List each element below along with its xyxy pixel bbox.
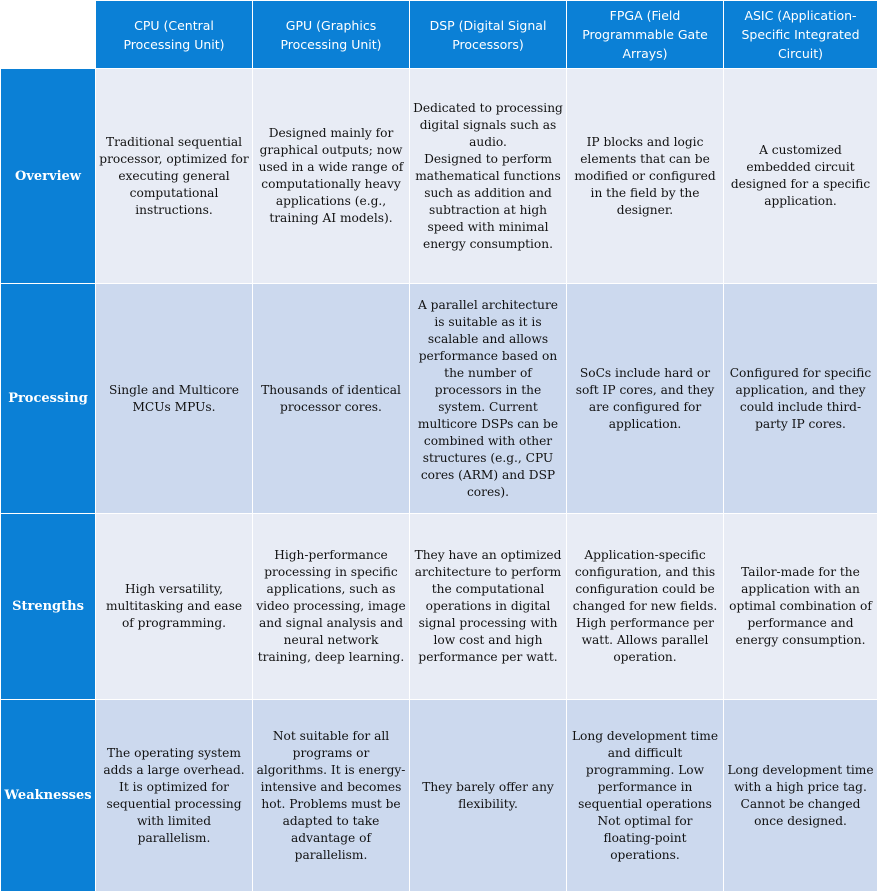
- table-row-processing: [1, 284, 877, 514]
- table-cell: A customized embedded circuit designed for a specific application.: [724, 69, 877, 284]
- table-cell: High versatility, multitasking and ease of programming.: [96, 514, 253, 700]
- table-cell: Designed mainly for graphical outputs; now used in a wide range of computationally heavy applications (e.g., training AI models).: [253, 69, 410, 284]
- table-row-weaknesses: [1, 700, 877, 892]
- row-header-weaknesses: Weaknesses: [1, 700, 96, 892]
- table-cell: Single and Multicore MCUs MPUs.: [96, 284, 253, 514]
- column-header-asic: ASIC (Application-Specific Integrated Circuit): [724, 1, 877, 69]
- column-header-dsp: DSP (Digital Signal Processors): [410, 1, 567, 69]
- table-cell: Not suitable for all programs or algorithms. It is energy-intensive and becomes hot. Problems must be adapted to take advantage of parallelism.: [253, 700, 410, 892]
- row-header-overview: Overview: [1, 69, 96, 284]
- header-row: [1, 1, 877, 69]
- table-cell: They barely offer any flexibility.: [410, 700, 567, 892]
- table-cell: Tailor-made for the application with an optimal combination of performance and energy consumption.: [724, 514, 877, 700]
- table-cell: They have an optimized architecture to perform the computational operations in digital signal processing with low cost and high performance per watt.: [410, 514, 567, 700]
- table-row-overview: [1, 69, 877, 284]
- table-cell: Thousands of identical processor cores.: [253, 284, 410, 514]
- table-cell: Long development time and difficult programming. Low performance in sequential operations Not optimal for floating-point operations.: [567, 700, 724, 892]
- table-cell: Dedicated to processing digital signals such as audio. Designed to perform mathematical functions such as addition and subtraction at high speed with minimal energy consumption.: [410, 69, 567, 284]
- row-header-strengths: Strengths: [1, 514, 96, 700]
- column-header-gpu: GPU (Graphics Processing Unit): [253, 1, 410, 69]
- row-header-processing: Processing: [1, 284, 96, 514]
- table-cell: Application-specific configuration, and this configuration could be changed for new fields. High performance per watt. Allows parallel operation.: [567, 514, 724, 700]
- table-cell: Traditional sequential processor, optimized for executing general computational instructions.: [96, 69, 253, 284]
- column-header-cpu: CPU (Central Processing Unit): [96, 1, 253, 69]
- table-cell: Configured for specific application, and they could include third-party IP cores.: [724, 284, 877, 514]
- corner-cell: [1, 1, 96, 69]
- table-cell: IP blocks and logic elements that can be modified or configured in the field by the designer.: [567, 69, 724, 284]
- column-header-fpga: FPGA (Field Programmable Gate Arrays): [567, 1, 724, 69]
- table-cell: Long development time with a high price tag. Cannot be changed once designed.: [724, 700, 877, 892]
- table-cell: The operating system adds a large overhead. It is optimized for sequential processing with limited parallelism.: [96, 700, 253, 892]
- table-cell: SoCs include hard or soft IP cores, and they are configured for application.: [567, 284, 724, 514]
- table-cell: High-performance processing in specific applications, such as video processing, image and signal analysis and neural network training, deep learning.: [253, 514, 410, 700]
- table-cell: A parallel architecture is suitable as it is scalable and allows performance based on the number of processors in the system. Current multicore DSPs can be combined with other structures (e.g., CPU cores (ARM) and DSP cores).: [410, 284, 567, 514]
- table-row-strengths: [1, 514, 877, 700]
